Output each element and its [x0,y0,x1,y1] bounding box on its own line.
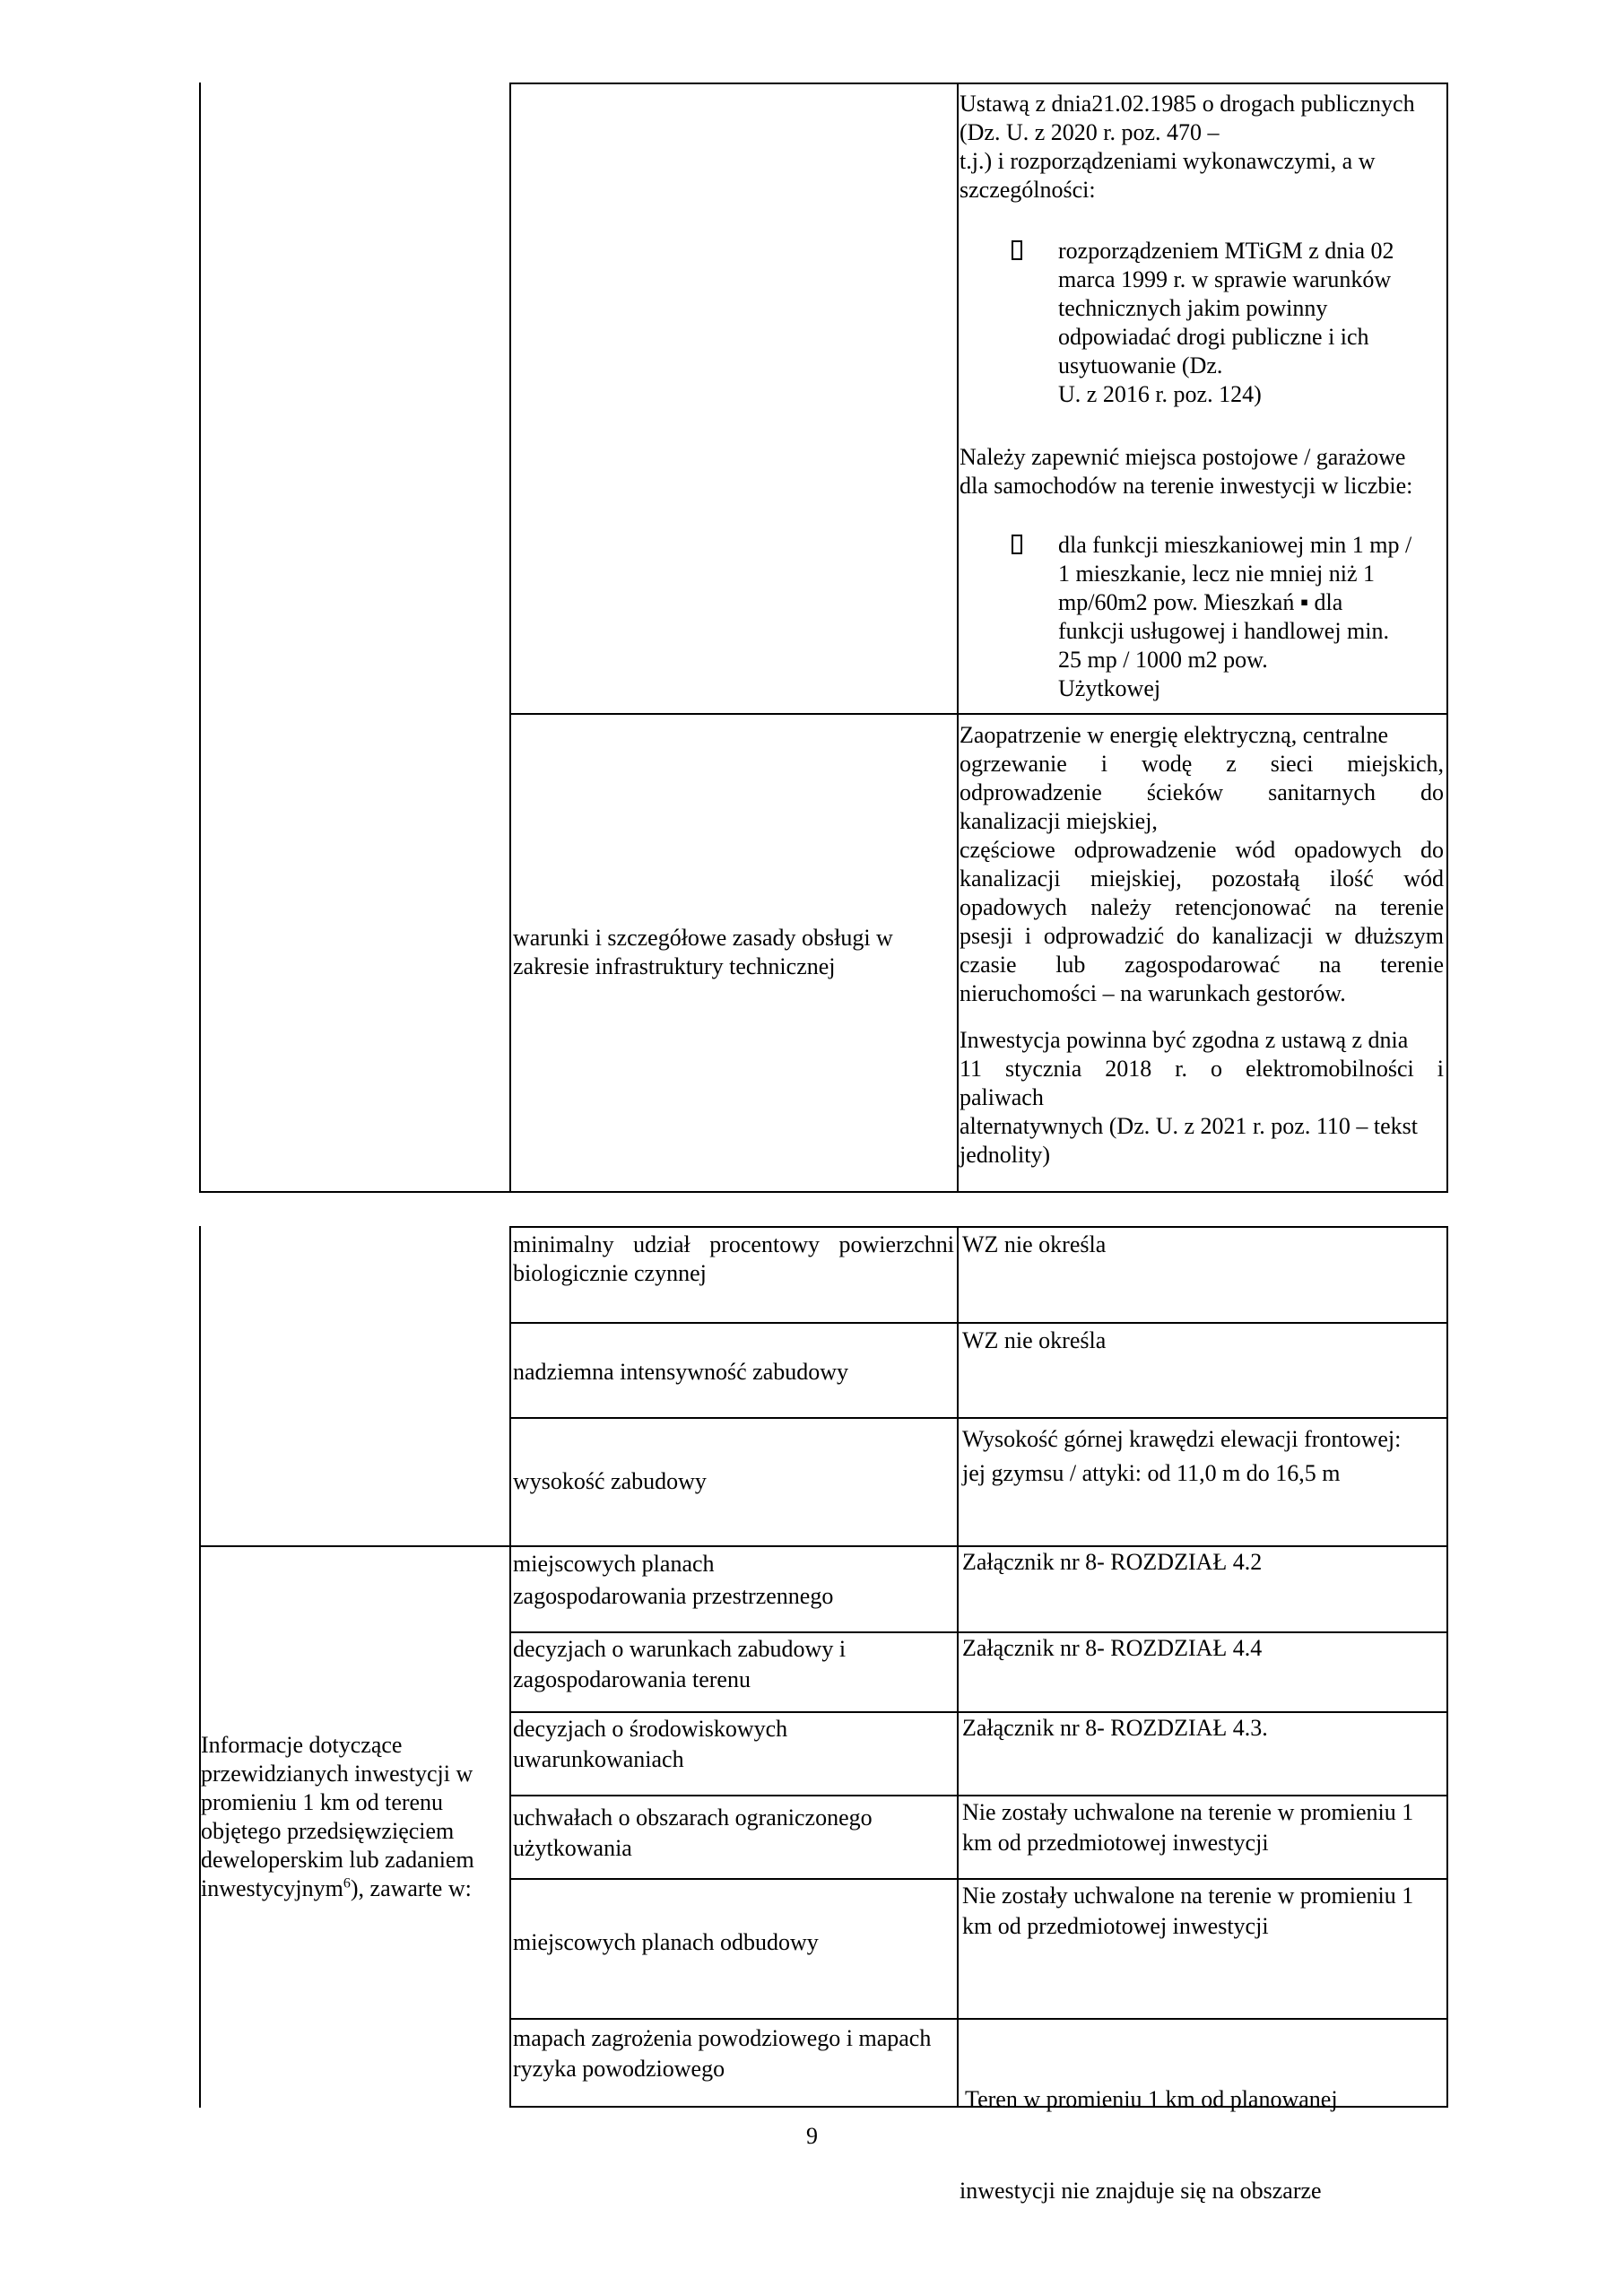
building-intensity-value: WZ nie określa [962,1327,1107,1353]
table2-row-divider-6 [509,1795,1448,1796]
footnote-marker: 6 [343,1875,351,1892]
table2-row-divider-3 [199,1545,1448,1547]
bullet-box-icon [1012,240,1022,260]
restricted-use-label: uchwałach o obszarach ograniczonego użytkowania [513,1805,873,1861]
table2-col-divider-2 [957,1226,959,2108]
planned-investments-label: Informacje dotyczące przewidzianych inwestycji w promieniu 1 km od terenu objętego przedsięwzięciem deweloperskim lub zadaniem inwestycyjnym$^6$), zawarte w: [201,1732,474,1901]
road-act-paragraph: Ustawą z dnia21.02.1985 o drogach publicznych (Dz. U. z 2020 r. poz. 470 – t.j.) i rozporządzeniami wykonawczymi, a w szczególności: [960,91,1415,203]
biologically-active-area-value: WZ nie określa [962,1231,1107,1257]
table2-row-divider-5 [509,1711,1448,1713]
infrastructure-description-cell [960,721,1444,1170]
table1-col-divider-2 [957,83,959,1193]
biologically-active-area-label: minimalny udział procentowy powierzchni biologicznie czynnej [513,1231,954,1286]
table2-row-divider-8 [509,2018,1448,2020]
zoning-decisions-label: decyzjach o warunkach zabudowy i zagospodarowania terenu [513,1636,847,1692]
table1-top-border [509,83,1448,84]
table2-col-divider-1 [509,1226,511,2108]
bullet-box-icon [1012,535,1022,554]
table2-right-border [1446,1226,1448,2108]
table2-left-border [199,1226,201,2108]
parking-paragraph: Należy zapewnić miejsca postojowe / garażowe dla samochodów na terenie inwestycji w liczbie: [960,444,1413,499]
table1-right-border [1446,83,1448,1193]
electromobility-paragraph: Inwestycja powinna być zgodna z ustawą z dnia 11 stycznia 2018 r. o elektromobilności i paliwach alternatywnych (Dz. U. z 2021 r. poz. 110 – tekst jednolity) [960,1027,1444,1168]
road-regulations-cell [960,90,1444,703]
table2-row-divider-4 [509,1631,1448,1633]
table1-col-divider-1 [509,83,511,1193]
local-plans-value: Załącznik nr 8- ROZDZIAŁ 4.2 [962,1549,1263,1575]
building-intensity-label: nadziemna intensywność zabudowy [513,1359,849,1385]
table2-row-divider-1 [509,1322,1448,1324]
local-plans-label: miejscowych planach zagospodarowania przestrzennego [513,1551,834,1609]
utilities-paragraph: Zaopatrzenie w energię elektryczną, centralne ogrzewanie i wodę z sieci miejskich, odprowadzenie ścieków sanitarnych do kanalizacji miejskiej, częściowe odprowadzenie wód opadowych do kanalizacji miejskiej, pozostałą ilość wód opadowych należy retencjonować na terenie psesji i odprowadzić do kanalizacji w dłuższym czasie lub zagospodarować na terenie nieruchomości – na warunkach gestorów. [960,722,1444,1006]
building-height-label: wysokość zabudowy [513,1468,707,1494]
building-height-value: Wysokość górnej krawędzi elewacji frontowej: jej gzymsu / attyki: od 11,0 m do 16,5 m [962,1426,1402,1486]
parking-bullet: dla funkcji mieszkaniowej min 1 mp / 1 mieszkanie, lecz nie mniej niż 1 mp/60m2 pow. Mieszkań ▪ dla funkcji usługowej i handlowej min. 25 mp / 1000 m2 pow. Użytkowej [960,531,1444,703]
table2-row-divider-2 [509,1417,1448,1419]
infrastructure-label-cell: warunki i szczegółowe zasady obsługi w zakresie infrastruktury technicznej [513,925,893,979]
table2-row-divider-7 [509,1878,1448,1880]
flood-maps-value: Teren w promieniu 1 km od planowanej inwestycji nie znajduje się na obszarze [960,2086,1338,2204]
environmental-decisions-value: Załącznik nr 8- ROZDZIAŁ 4.3. [962,1715,1268,1741]
road-regulation-bullet: rozporządzeniem MTiGM z dnia 02 marca 1999 r. w sprawie warunków technicznych jakim powinny odpowiadać drogi publiczne i ich usytuowanie (Dz. U. z 2016 r. poz. 124) [960,237,1444,409]
page-number: 9 [806,2123,818,2149]
reconstruction-plans-label: miejscowych planach odbudowy [513,1929,819,1955]
table1-row-divider [509,713,1448,715]
table1-bottom-border [199,1191,1448,1193]
table2-top-border [509,1226,1448,1228]
flood-maps-label: mapach zagrożenia powodziowego i mapach ryzyka powodziowego [513,2025,932,2082]
reconstruction-plans-value: Nie zostały uchwalone na terenie w promieniu 1 km od przedmiotowej inwestycji [962,1883,1414,1939]
restricted-use-value: Nie zostały uchwalone na terenie w promieniu 1 km od przedmiotowej inwestycji [962,1799,1414,1856]
environmental-decisions-label: decyzjach o środowiskowych uwarunkowaniach [513,1716,788,1772]
zoning-decisions-value: Załącznik nr 8- ROZDZIAŁ 4.4 [962,1635,1263,1661]
table1-left-border [199,83,201,1193]
